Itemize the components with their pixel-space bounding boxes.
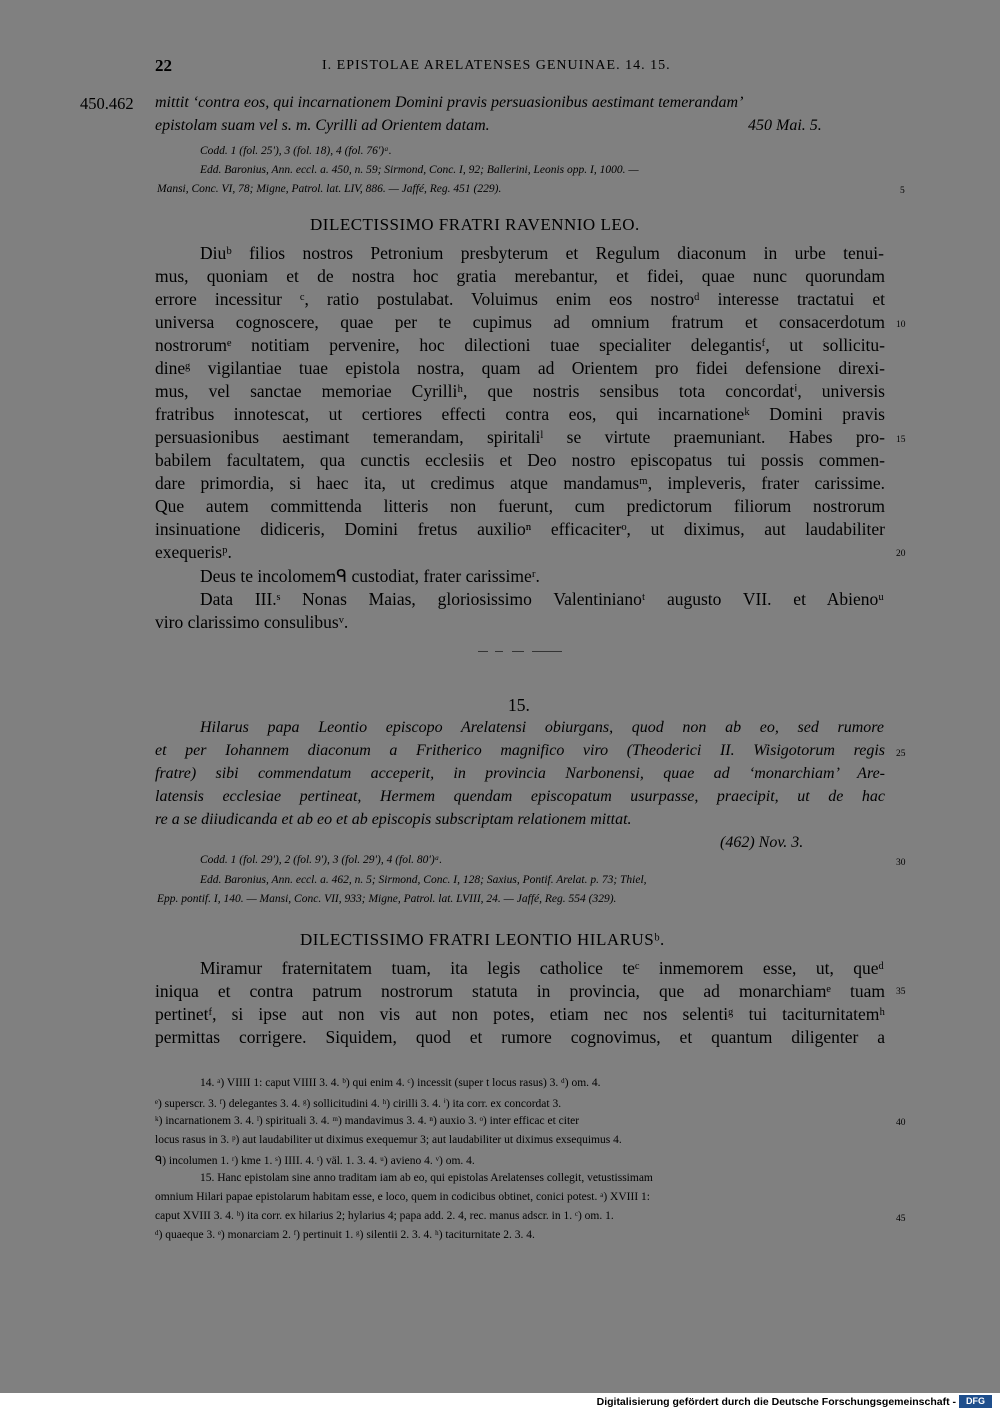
digitization-footer: [0, 1393, 1000, 1411]
letter15-codices: Codd. 1 (fol. 29'), 2 (fol. 9'), 3 (fol. 29'), 4 (fol. 80')ᵃ.: [200, 854, 443, 866]
letter15-summary-line: latensis ecclesiae pertineat, Hermem quendam episcopatum usurpasse, praecipit, ut de hac: [155, 788, 885, 805]
page-number: 22: [155, 56, 172, 75]
footnote-15-line: caput XVIII 3. 4. ᵇ) ita corr. ex hilarius 2; hylarius 4; papa add. 2. 4, rec. manus adscr. in 1. ᶜ) om. 1.: [155, 1210, 614, 1222]
letter14-dating-line2: viro clarissimo consulibusᵛ.: [155, 612, 349, 632]
line-number-15: 15: [896, 435, 906, 445]
letter14-body-line: mus, quoniam et de nostra hoc gratia merebantur, et fidei, quae nunc quorundam: [155, 266, 885, 286]
letter14-summary-line1: mittit ‘contra eos, qui incarnationem Domini pravis persuasionibus aestimant temerandam’: [155, 94, 744, 111]
letter14-body-line: universa cognoscere, quae per te cupimus ad omnium fratrum et consacerdotum: [155, 312, 885, 332]
letter14-body-line: Que autem committenda litteris non fuerunt, cum predictorum filiorum nostrorum: [155, 496, 885, 516]
line-number-45: 45: [896, 1214, 906, 1224]
line-number-5: 5: [900, 186, 905, 196]
letter15-date: (462) Nov. 3.: [720, 834, 804, 851]
letter14-codices: Codd. 1 (fol. 25'), 3 (fol. 18), 4 (fol. 76')ᵃ.: [200, 145, 392, 157]
running-title: I. EPISTOLAE ARELATENSES GENUINAE. 14. 15.: [322, 58, 671, 73]
letter14-editions-1: Edd. Baronius, Ann. eccl. a. 450, n. 59; Sirmond, Conc. I, 92; Ballerini, Leonis opp. I, 1000. —: [200, 164, 639, 176]
letter14-closing-greeting: Deus te incolomemᑫ custodiat, frater carissimeʳ.: [200, 566, 540, 586]
letter14-body-line: persuasionibus aestimant temerandam, spiritaliˡ se virtute praemuniant. Habes pro-: [155, 427, 885, 447]
footer-credit: Digitalisierung gefördert durch die Deutsche Forschungsgemeinschaft -: [596, 1396, 956, 1408]
line-number-35: 35: [896, 987, 906, 997]
letter15-editions-2: Epp. pontif. I, 140. — Mansi, Conc. VII, 933; Migne, Patrol. lat. LVIII, 24. — Jaffé, Reg. 554 (329).: [157, 893, 617, 905]
letter14-summary-line2: epistolam suam vel s. m. Cyrilli ad Orientem datam.: [155, 117, 490, 134]
section-divider: [495, 651, 503, 652]
letter14-body-line: errore incessitur ᶜ, ratio postulabat. Voluimus enim eos nostroᵈ interesse tractatui et: [155, 289, 885, 309]
letter15-number: 15.: [508, 695, 530, 715]
letter15-body-line: permittas corrigere. Siquidem, quod et rumore cognovimus, et quantum diligenter a: [155, 1027, 885, 1047]
letter14-date: 450 Mai. 5.: [748, 117, 822, 134]
footnote-15-line: omnium Hilari papae epistolarum habitam esse, e loco, quem in codicibus obtinet, conici potest. ᵃ) XVIII 1:: [155, 1191, 650, 1203]
letter14-editions-2: Mansi, Conc. VI, 78; Migne, Patrol. lat. LIV, 886. — Jaffé, Reg. 451 (229).: [157, 183, 502, 195]
letter15-summary-line: Hilarus papa Leontio episcopo Arelatensi obiurgans, quod non ab eo, sed rumore: [200, 719, 884, 736]
line-number-25: 25: [896, 749, 906, 759]
letter14-body-line: babilem facultatem, qua cunctis ecclesiis et Deo nostro episcopatus tui possis commen-: [155, 450, 885, 470]
letter15-summary-line: et per Iohannem diaconum a Fritherico magnifico viro (Theoderici II. Wisigotorum regis: [155, 742, 885, 759]
footnote-14-line: ᵉ) superscr. 3. ᶠ) delegantes 3. 4. ᵍ) sollicitudini 4. ʰ) cirilli 3. 4. ⁱ) ita corr. ex concordat 3.: [155, 1098, 562, 1110]
letter15-body-line: Miramur fraternitatem tuam, ita legis catholice teᶜ inmemorem esse, ut, queᵈ: [200, 958, 884, 978]
letter15-editions-1: Edd. Baronius, Ann. eccl. a. 462, n. 5; Sirmond, Conc. I, 128; Saxius, Pontif. Arelat. p. 73; Thiel,: [200, 874, 647, 886]
footnote-15-line: 15. Hanc epistolam sine anno traditam iam ab eo, qui epistolas Arelatenses collegit, vetustissimam: [200, 1172, 653, 1184]
footnote-14-line: ᑫ) incolumen 1. ʳ) kme 1. ˢ) IIII. 4. ᵗ) väl. 1. 3. 4. ᵘ) avieno 4. ᵛ) om. 4.: [155, 1155, 475, 1167]
letter14-body-line: Diuᵇ filios nostros Petronium presbyterum et Regulum diaconum in urbe tenui-: [200, 243, 884, 263]
letter15-summary-line: fratre) sibi commendatum acceperit, in provincia Narbonensi, quae ad ‘monarchiam’ Are-: [155, 765, 885, 782]
letter14-body-line: fratribus innotescat, ut certiores effecti contra eos, qui incarnationeᵏ Domini pravis: [155, 404, 885, 424]
letter15-summary-line: re a se diiudicanda et ab eo et ab episcopis subscriptam relationem mittat.: [155, 811, 632, 828]
footnote-14-line: 14. ᵃ) VIIII 1: caput VIIII 3. 4. ᵇ) qui enim 4. ᶜ) incessit (super t locus rasus) 3. ᵈ) om. 4.: [200, 1077, 601, 1089]
line-number-30: 30: [896, 858, 906, 868]
footnote-14-line: ᵏ) incarnationem 3. 4. ˡ) spirituali 3. 4. ᵐ) mandavimus 3. 4. ⁿ) auxio 3. ᵒ) inter efficac et citer: [155, 1115, 580, 1127]
line-number-10: 10: [896, 320, 906, 330]
section-divider: [512, 651, 524, 652]
section-divider: [478, 651, 488, 652]
letter15-body-line: pertinetᶠ, si ipse aut non vis aut non potes, etiam nec nos selentiᵍ tui taciturnitatemʰ: [155, 1004, 885, 1024]
footnote-14-line: locus rasus in 3. ᵖ) aut laudabiliter ut diximus exequemur 3; aut laudabiliter ut diximus exsequimus 4.: [155, 1134, 622, 1146]
letter14-body-line: dare primordia, si haec ita, ut credimus atque mandamusᵐ, impleveris, frater carissime.: [155, 473, 885, 493]
letter14-body-line: mus, vel sanctae memoriae Cyrilliʰ, que nostris sensibus tota concordatⁱ, universis: [155, 381, 885, 401]
line-number-20: 20: [896, 549, 906, 559]
letter14-dating-line1: Data III.ˢ Nonas Maias, gloriosissimo Valentinianoᵗ augusto VII. et Abienoᵘ: [200, 589, 884, 609]
letter-ref-number: 450.462: [80, 94, 134, 113]
letter15-heading: DILECTISSIMO FRATRI LEONTIO HILARUSᵇ.: [300, 930, 665, 949]
letter15-body-line: iniqua et contra patrum nostrorum statuta in provincia, que ad monarchiamᵉ tuam: [155, 981, 885, 1001]
letter14-body-line: dineᵍ vigilantiae tuae epistola nostra, quam ad Orientem pro fidei defensione direxi-: [155, 358, 885, 378]
letter14-body-line: insinuatione didiceris, Domini fretus auxilioⁿ efficaciterᵒ, ut diximus, aut laudabiliter: [155, 519, 885, 539]
letter14-body-line: exequerisᵖ.: [155, 542, 232, 562]
footnote-15-line: ᵈ) quaeque 3. ᵉ) monarciam 2. ᶠ) pertinuit 1. ᵍ) silentii 2. 3. 4. ʰ) taciturnitate 2. 3. 4.: [155, 1229, 535, 1241]
dfg-logo: DFG: [959, 1395, 992, 1408]
letter14-body-line: nostrorumᵉ notitiam pervenire, hoc dilectioni tuae specialiter delegantisᶠ, ut sollicitu-: [155, 335, 885, 355]
letter14-heading: DILECTISSIMO FRATRI RAVENNIO LEO.: [310, 215, 640, 234]
section-divider: [532, 651, 562, 652]
line-number-40: 40: [896, 1118, 906, 1128]
